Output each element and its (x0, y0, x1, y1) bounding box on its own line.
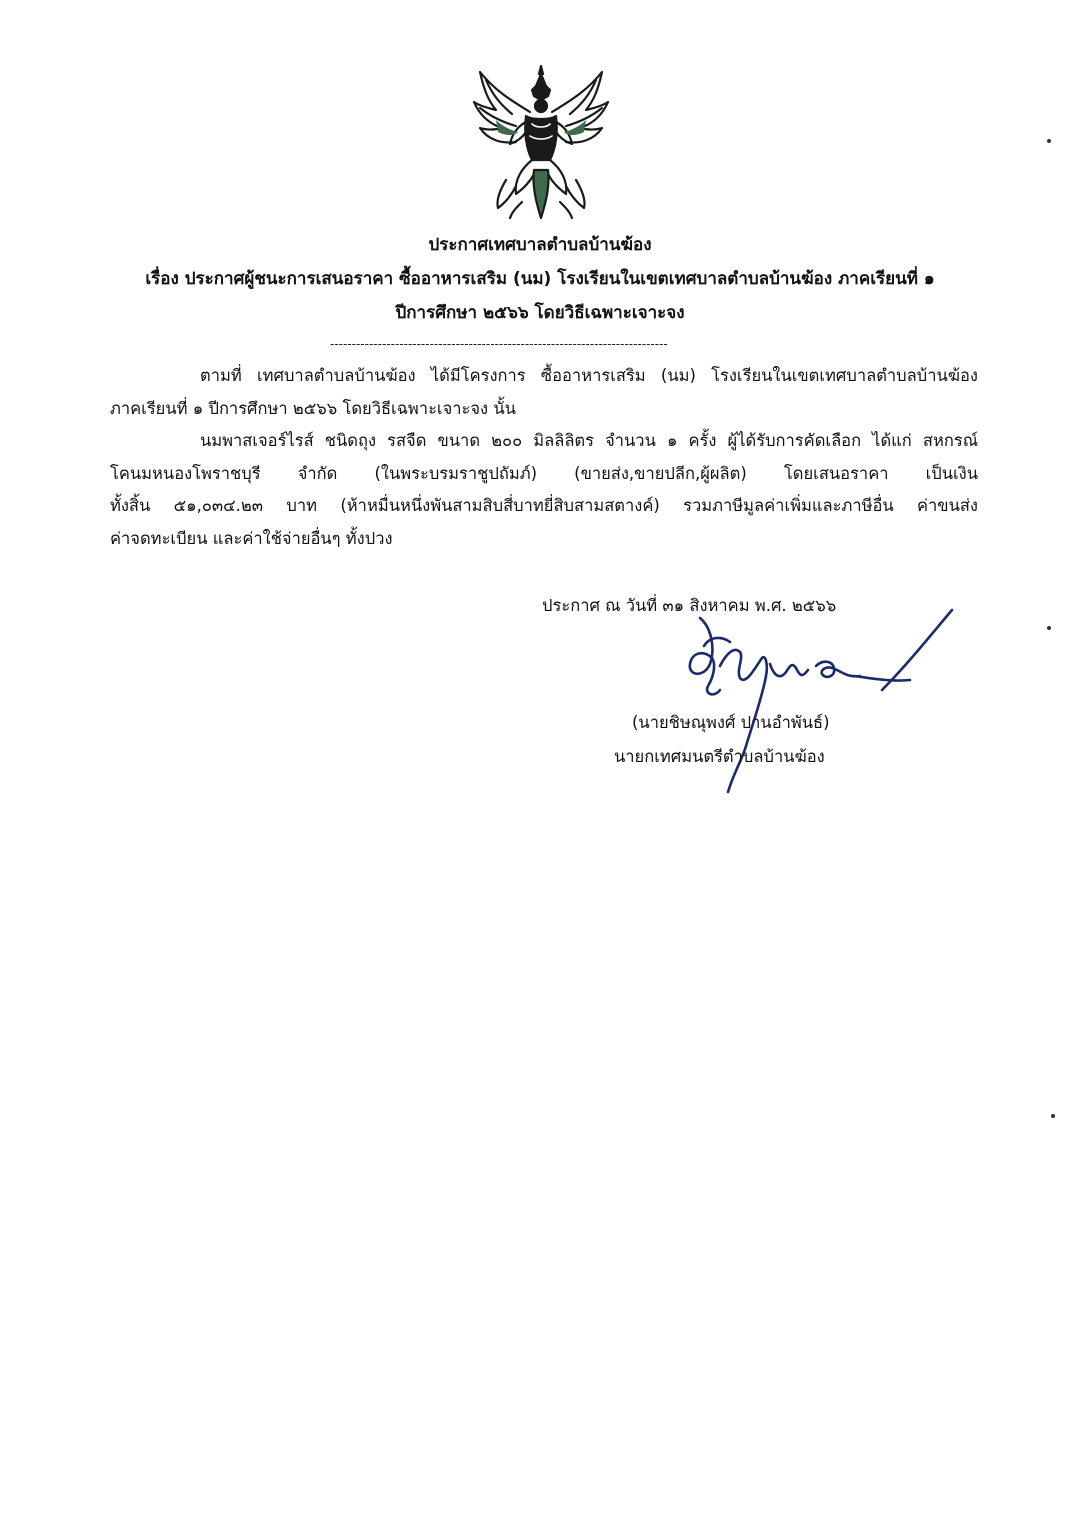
paragraph-2-line-1: นมพาสเจอร์ไรส์ ชนิดถุง รสจืด ขนาด ๒๐๐ มิลลิลิตร จำนวน ๑ ครั้ง ผู้ได้รับการคัดเลือก ได้แก่ สหกรณ์ (200, 431, 978, 450)
subject-line-2: ปีการศึกษา ๒๕๖๖ โดยวิธีเฉพาะเจาะจง (395, 303, 685, 323)
scan-speck (1047, 626, 1051, 630)
issuer-heading: ประกาศเทศบาลตำบลบ้านฆ้อง (428, 235, 652, 255)
subject-line-1: เรื่อง ประกาศผู้ชนะการเสนอราคา ซื้ออาหารเสริม (นม) โรงเรียนในเขตเทศบาลตำบลบ้านฆ้อง ภาคเรียนที่ ๑ (145, 269, 935, 289)
handwritten-signature (670, 606, 970, 806)
paragraph-2-line-3: ทั้งสิ้น ๕๑,๐๓๔.๒๓ บาท (ห้าหมื่นหนึ่งพันสามสิบสี่บาทยี่สิบสามสตางค์) รวมภาษีมูลค่าเพิ่มและภาษีอื่น ค่าขนส่ง (110, 496, 978, 515)
paragraph-2-line-4: ค่าจดทะเบียน และค่าใช้จ่ายอื่นๆ ทั้งปวง (110, 528, 393, 548)
paragraph-2 (110, 425, 978, 555)
paragraph-1-line-1: ตามที่ เทศบาลตำบลบ้านฆ้อง ได้มีโครงการ ซื้ออาหารเสริม (นม) โรงเรียนในเขตเทศบาลตำบลบ้านฆ้อง (200, 366, 978, 385)
title-block (60, 228, 1020, 330)
garuda-emblem (466, 62, 616, 224)
paragraph-1 (110, 360, 978, 425)
signer-title: นายกเทศมนตรีตำบลบ้านฆ้อง (614, 747, 825, 766)
paragraph-2-line-2: โคนมหนองโพราชบุรี จำกัด (ในพระบรมราชูปถัมภ์) (ขายส่ง,ขายปลีก,ผู้ผลิต) โดยเสนอราคา เป็นเงิน (110, 463, 978, 483)
divider-line: ------------------------------------------------------------------------------ (330, 337, 668, 351)
signer-name: (นายชิษณุพงศ์ ปานอำพันธ์) (632, 713, 830, 732)
scan-speck (1047, 139, 1051, 143)
paragraph-1-line-2: ภาคเรียนที่ ๑ ปีการศึกษา ๒๕๖๖ โดยวิธีเฉพาะเจาะจง นั้น (110, 398, 516, 418)
announcement-date: ประกาศ ณ วันที่ ๓๑ สิงหาคม พ.ศ. ๒๕๖๖ (542, 596, 837, 615)
scan-speck (1051, 1114, 1055, 1118)
